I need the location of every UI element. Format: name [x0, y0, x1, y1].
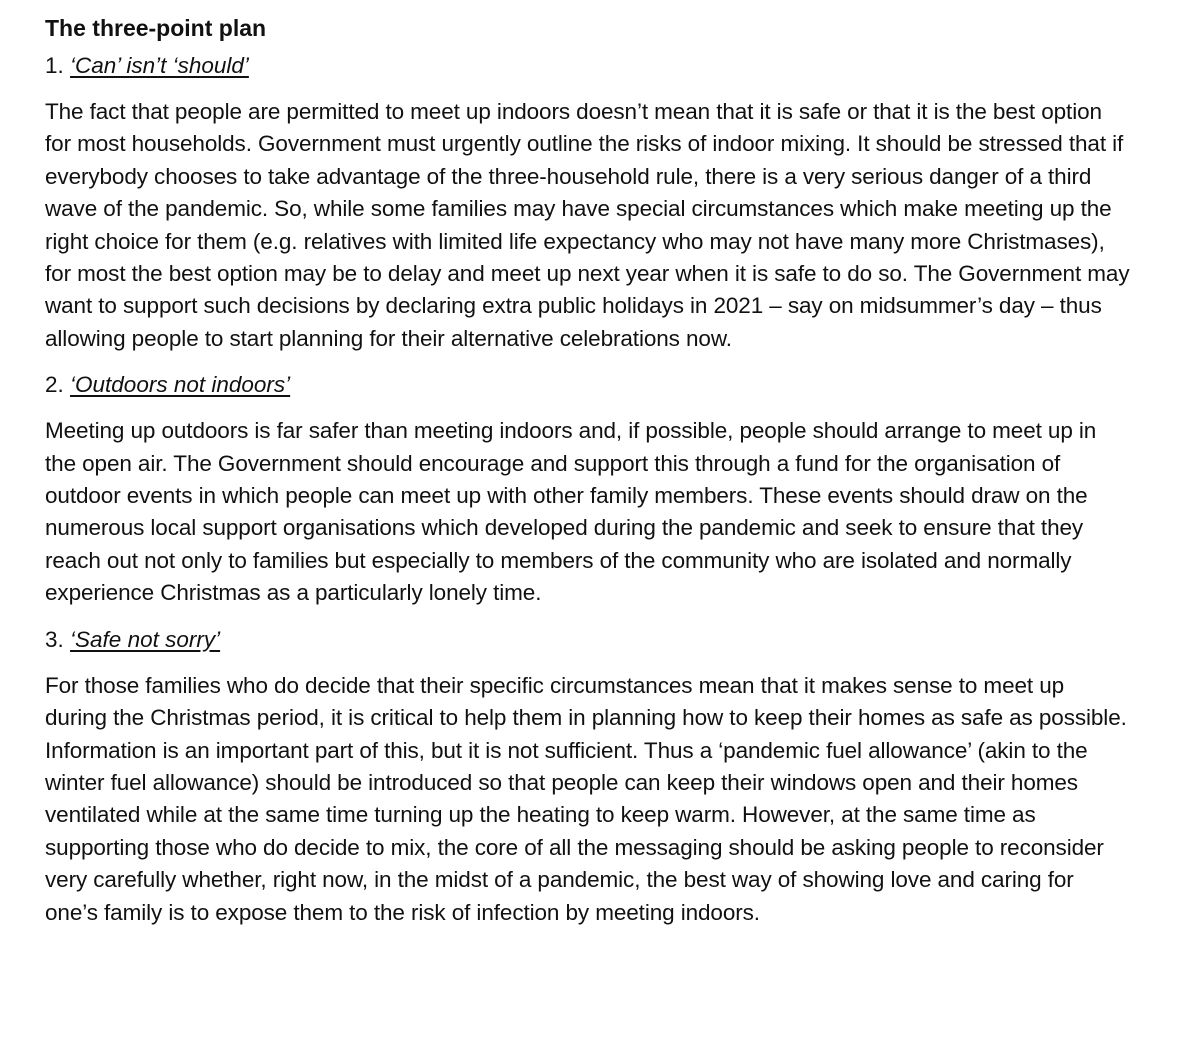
section-heading-label: ‘Outdoors not indoors’	[70, 372, 291, 398]
section-body: Meeting up outdoors is far safer than meeting indoors and, if possible, people should arrange to meet up in the open air. The Government should encourage and support this through a fund for the organisation of outdoor events in which people can meet up with other family members. These events should draw on the numerous local support organisations which developed during the pandemic and seek to ensure that they reach out not only to families but especially to members of the community who are isolated and normally experience Christmas as a particularly lonely time.	[45, 418, 1097, 606]
section-number: 3.	[45, 626, 64, 652]
section-heading	[45, 624, 1130, 656]
section-number: 1.	[45, 53, 64, 78]
section-heading-label: ‘Safe not sorry’	[70, 626, 221, 652]
section-body: For those families who do decide that their specific circumstances mean that it makes sense to meet up during the Christmas period, it is critical to help them in planning how to keep their homes as safe as possible. Information is an important part of this, but it is not sufficient. Thus a ‘pandemic fuel allowance’ (akin to the winter fuel allowance) should be introduced so that people can keep their windows open and their homes ventilated while at the same time turning up the heating to keep warm. However, at the same time as supporting those who do decide to mix, the core of all the messaging should be asking people to reconsider very carefully whether, right now, in the midst of a pandemic, the best way of showing love and caring for one’s family is to expose them to the risk of infection by meeting indoors.	[45, 672, 1127, 925]
section-number: 2.	[45, 372, 64, 398]
section-heading-label: ‘Can’ isn’t ‘should’	[70, 53, 249, 78]
section-2	[45, 369, 1130, 609]
section-heading	[45, 50, 1130, 82]
document-title: The three-point plan	[45, 15, 267, 41]
section-3	[45, 624, 1130, 929]
section-body: The fact that people are permitted to meet up indoors doesn’t mean that it is safe or that it is the best option for most households. Government must urgently outline the risks of indoor mixing. It should be stressed that if everybody chooses to take advantage of the three-household rule, there is a very serious danger of a third wave of the pandemic. So, while some families may have special circumstances which make meeting up the right choice for them (e.g. relatives with limited life expectancy who may not have many more Christmases), for most the best option may be to delay and meet up next year when it is safe to do so. The Government may want to support such decisions by declaring extra public holidays in 2021 – say on midsummer’s day – thus allowing people to start planning for their alternative celebrations now.	[45, 99, 1130, 351]
section-heading	[45, 369, 1130, 401]
section-1	[45, 50, 1130, 355]
